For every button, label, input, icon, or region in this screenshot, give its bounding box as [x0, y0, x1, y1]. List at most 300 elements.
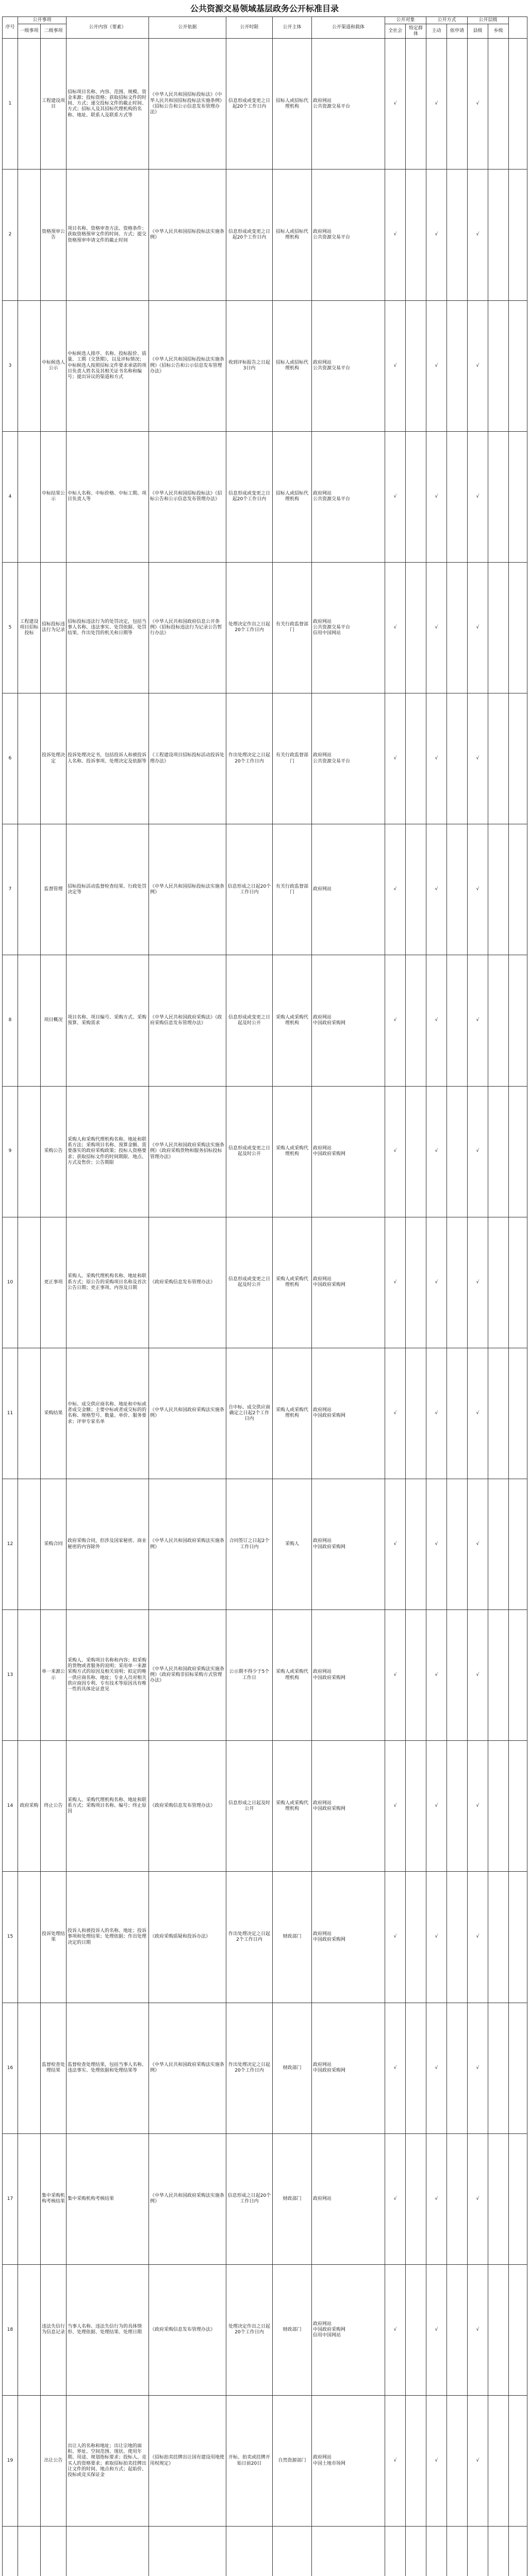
row-basis: 《中华人民共和国政府采购法实施条例》《政府采购非招标采购方式管理办法》: [149, 1610, 226, 1741]
channel-item: 政府网站: [313, 1538, 332, 1544]
row-level-county: √: [468, 693, 488, 824]
row-matter-l2: [41, 2527, 67, 2576]
row-subject: 财政部门: [273, 1872, 312, 2003]
row-object-all: √: [385, 300, 406, 431]
row-matter-l2: 采购结果: [41, 1348, 67, 1479]
row-seq: 17: [3, 2133, 18, 2264]
row-level-county: √: [468, 170, 488, 300]
row-level-town: [488, 2264, 509, 2395]
row-time: 信息形成之日起20个工作日内: [226, 824, 273, 955]
row-object-specific: [406, 1479, 426, 1609]
row-time: 处理决定作出之日起20个工作日内: [226, 562, 273, 693]
row-time: 开标、拍卖或挂牌开始日前20日: [226, 2396, 273, 2527]
row-level-county: √: [468, 2003, 488, 2133]
row-channel: [312, 1348, 385, 1479]
row-content: 中标、成交供应商名称、地址和中标或者成交金额；主要中标或者成交标的的名称、规格型号、数量、单价、服务要求；评审专家名单: [67, 1348, 149, 1479]
row-matter-l1: [18, 170, 41, 300]
row-object-specific: [406, 1610, 426, 1741]
row-content: 项目名称、项目编号、采购方式、采购预算、采购需求: [67, 955, 149, 1086]
row-method-active: √: [426, 39, 447, 170]
channel-item: 政府网站: [313, 2455, 332, 2461]
row-object-specific: [406, 1086, 426, 1217]
row-subject: 有关行政监督部门: [273, 562, 312, 693]
row-matter-l2: 资格预审公告: [41, 170, 67, 300]
row-level-county: √: [468, 1217, 488, 1348]
row-time: 信息形成之日起20个工作日内: [226, 2133, 273, 2264]
row-method-active: √: [426, 1610, 447, 1741]
row-object-specific: [406, 2264, 426, 2395]
channel-item: 政府网站: [313, 1931, 332, 1937]
table-row: [3, 1610, 527, 1741]
row-seq: 10: [3, 1217, 18, 1348]
row-level-town: [488, 1872, 509, 2003]
row-matter-l2: 监督检查处理结果: [41, 2003, 67, 2133]
row-method-active: √: [426, 2133, 447, 2264]
channel-item: 政府网站: [313, 229, 332, 234]
row-seq: 3: [3, 300, 18, 431]
channel-item: 中国政府采购网: [313, 1282, 346, 1288]
row-method-active: √: [426, 431, 447, 562]
row-object-all: √: [385, 2133, 406, 2264]
row-seq: 12: [3, 1479, 18, 1609]
row-matter-l1: [18, 1348, 41, 1479]
row-time: 信息形成或变更之日起及时公开: [226, 1217, 273, 1348]
header-method: 公开方式: [426, 17, 468, 24]
table-row: [3, 955, 527, 1086]
standard-catalog-table: [2, 16, 527, 2576]
table-row: [3, 824, 527, 955]
row-method-apply: [447, 1610, 468, 1741]
row-method-active: √: [426, 2396, 447, 2527]
row-method-active: √: [426, 1872, 447, 2003]
header-matter: 公开事项: [18, 17, 67, 24]
row-level-town: [488, 693, 509, 824]
row-matter-l1: [18, 2396, 41, 2527]
row-matter-l1: [18, 300, 41, 431]
header-seq: 序号: [3, 17, 18, 39]
row-matter-l2: 终止公告: [41, 1741, 67, 1872]
row-channel: [312, 1479, 385, 1609]
row-method-apply: [447, 2133, 468, 2264]
channel-item: 公共资源交易平台: [313, 497, 351, 502]
row-subject: 有关行政监督部门: [273, 824, 312, 955]
row-time: 作出处理决定之日起20个工作日内: [226, 693, 273, 824]
row-seq: 6: [3, 693, 18, 824]
row-method-apply: [447, 300, 468, 431]
row-level-county: √: [468, 1610, 488, 1741]
row-object-all: √: [385, 562, 406, 693]
row-time: 信息形成之日起及时公开: [226, 1741, 273, 1872]
row-object-all: √: [385, 2003, 406, 2133]
row-basis: 《中华人民共和国招标投标法》《招标公告和公示信息发布管理办法》: [149, 431, 226, 562]
row-method-active: √: [426, 300, 447, 431]
row-level-county: √: [468, 1741, 488, 1872]
row-object-all: √: [385, 955, 406, 1086]
row-matter-l2: 更正事项: [41, 1217, 67, 1348]
row-channel: [312, 2527, 385, 2576]
row-content: 中标人名称、中标价格、中标工期、项目负责人等: [67, 431, 149, 562]
row-matter-l2: 项目概况: [41, 955, 67, 1086]
table-row: [3, 1086, 527, 1217]
row-method-active: √: [426, 1217, 447, 1348]
row-time: 作出处理决定之日起20个工作日内: [226, 2003, 273, 2133]
row-time: 信息形成或变更之日起20个工作日内: [226, 39, 273, 170]
header-level-county: 县级: [468, 24, 488, 39]
header-method-active: 主动: [426, 24, 447, 39]
row-basis: 《政府采购质疑和投诉办法》: [149, 1872, 226, 2003]
row-object-all: √: [385, 693, 406, 824]
row-content: 采购人、采购代理机构名称、地址和联系方式；采购项目名称、编号；终止原因: [67, 1741, 149, 1872]
row-channel: [312, 1872, 385, 2003]
row-method-active: √: [426, 1741, 447, 1872]
row-level-town: [488, 562, 509, 693]
row-level-county: √: [468, 431, 488, 562]
row-object-specific: [406, 2003, 426, 2133]
header-channel: 公开渠道和载体: [312, 17, 385, 39]
channel-item: 中国政府采购网: [313, 1020, 346, 1026]
row-seq: 19: [3, 2396, 18, 2527]
row-content: 招标投标活动监督检查结果、行政处罚决定等: [67, 824, 149, 955]
row-subject: 招标人或招标代理机构: [273, 170, 312, 300]
table-row: [3, 1348, 527, 1479]
row-spare: [509, 2396, 527, 2527]
row-method-apply: [447, 39, 468, 170]
row-level-county: √: [468, 955, 488, 1086]
row-matter-l2: 中标结果公示: [41, 431, 67, 562]
row-object-all: √: [385, 170, 406, 300]
row-method-apply: [447, 1086, 468, 1217]
row-seq: 5: [3, 562, 18, 693]
table-row: [3, 39, 527, 170]
row-seq: 8: [3, 955, 18, 1086]
row-channel: [312, 2396, 385, 2527]
row-subject: 招标人或招标代理机构: [273, 39, 312, 170]
row-level-county: √: [468, 1479, 488, 1609]
channel-item: 政府网站: [313, 887, 332, 892]
row-level-county: √: [468, 1086, 488, 1217]
table-row: [3, 2003, 527, 2133]
row-basis: 《政府采购信息发布管理办法》: [149, 2264, 226, 2395]
row-matter-l1: 工程建设项目招标投标: [18, 562, 41, 693]
row-method-apply: [447, 1348, 468, 1479]
row-seq: 16: [3, 2003, 18, 2133]
row-content: 出让人的名称和地址；出让宗地的面积、界址、空间范围、现状、使用年期、用途、规划指标要求；投标人、竞买人的资格要求；索取招标拍卖挂牌出让文件的时间、地点和方式；起始价、投标或竞买保证金: [67, 2396, 149, 2527]
row-spare: [509, 1086, 527, 1217]
row-spare: [509, 170, 527, 300]
row-channel: [312, 2264, 385, 2395]
row-method-active: √: [426, 562, 447, 693]
row-seq: 15: [3, 1872, 18, 2003]
row-subject: 采购人或采购代理机构: [273, 1217, 312, 1348]
channel-item: 政府网站: [313, 2196, 332, 2201]
row-content: 采购人、采购项目名称和内容；拟采购的货物或者服务的说明；采用单一来源采购方式的原因及相关说明；拟定的唯一供应商名称、地址；专业人员对相关供应商因专利、专有技术等原因具有唯一性的具体论证意见: [67, 1610, 149, 1741]
row-subject: 财政部门: [273, 2264, 312, 2395]
row-channel: [312, 562, 385, 693]
row-object-specific: [406, 2527, 426, 2576]
row-object-all: √: [385, 1741, 406, 1872]
header-object-specific: 特定群体: [406, 24, 426, 39]
row-method-active: √: [426, 170, 447, 300]
row-matter-l2: 违法失信行为信息记录: [41, 2264, 67, 2395]
row-content: [67, 2527, 149, 2576]
row-method-apply: [447, 1741, 468, 1872]
row-time: 信息形成或变更之日起20个工作日内: [226, 431, 273, 562]
row-basis: 《政府采购信息发布管理办法》: [149, 1217, 226, 1348]
row-basis: 《中华人民共和国政府采购法》《政府采购信息发布管理办法》: [149, 955, 226, 1086]
row-matter-l1: [18, 2003, 41, 2133]
row-channel: [312, 2133, 385, 2264]
row-matter-l2: 投诉处理结果: [41, 1872, 67, 2003]
row-method-apply: [447, 2003, 468, 2133]
row-object-specific: [406, 170, 426, 300]
row-method-active: √: [426, 1086, 447, 1217]
row-level-town: [488, 1741, 509, 1872]
table-row: [3, 2396, 527, 2527]
row-level-county: √: [468, 300, 488, 431]
row-object-specific: [406, 1741, 426, 1872]
row-spare: [509, 955, 527, 1086]
row-channel: [312, 300, 385, 431]
channel-item: 公共资源交易平台: [313, 234, 351, 240]
row-time: 收到评标报告之日起3日内: [226, 300, 273, 431]
row-spare: [509, 1741, 527, 1872]
row-matter-l2: 采购合同: [41, 1479, 67, 1609]
row-object-specific: [406, 2133, 426, 2264]
row-spare: [509, 824, 527, 955]
row-channel: [312, 1217, 385, 1348]
row-level-town: [488, 39, 509, 170]
channel-item: 政府网站: [313, 2062, 332, 2067]
row-basis: 《中华人民共和国招标投标法实施条例》《招标公告和公示信息发布管理办法》: [149, 300, 226, 431]
row-subject: 财政部门: [273, 2003, 312, 2133]
row-matter-l1: [18, 1872, 41, 2003]
channel-item: 政府网站: [313, 1145, 332, 1151]
row-spare: [509, 431, 527, 562]
row-spare: [509, 1610, 527, 1741]
header-matter-l2: 二级事项: [41, 24, 67, 39]
row-channel: [312, 2003, 385, 2133]
row-spare: [509, 2527, 527, 2576]
row-method-active: √: [426, 693, 447, 824]
row-level-county: [468, 2527, 488, 2576]
row-method-active: √: [426, 1348, 447, 1479]
row-subject: [273, 2527, 312, 2576]
row-time: 处理决定作出之日起20个工作日内: [226, 2264, 273, 2395]
row-spare: [509, 1348, 527, 1479]
header-object: 公开对象: [385, 17, 426, 24]
header-level-town: 乡级: [488, 24, 509, 39]
row-seq: 9: [3, 1086, 18, 1217]
row-level-town: [488, 170, 509, 300]
row-seq: 18: [3, 2264, 18, 2395]
row-matter-l2: 采购公告: [41, 1086, 67, 1217]
channel-item: 政府网站: [313, 1800, 332, 1806]
row-content: 当事人名称、违法失信行为的具体情形、处理依据、处理结果、处理日期: [67, 2264, 149, 2395]
channel-item: 政府网站: [313, 2321, 332, 2327]
row-subject: 采购人或采购代理机构: [273, 1086, 312, 1217]
row-channel: [312, 1610, 385, 1741]
row-matter-l1: [18, 1610, 41, 1741]
row-object-all: √: [385, 1872, 406, 2003]
row-basis: 《中华人民共和国政府采购法实施条例》: [149, 2003, 226, 2133]
row-channel: [312, 1086, 385, 1217]
channel-item: 中国政府采购网: [313, 1151, 346, 1157]
channel-item: 政府网站: [313, 491, 332, 497]
row-level-county: √: [468, 824, 488, 955]
row-object-all: √: [385, 1610, 406, 1741]
row-basis: 《政府采购信息发布管理办法》: [149, 1741, 226, 1872]
row-seq: 1: [3, 39, 18, 170]
row-object-specific: [406, 824, 426, 955]
header-level: 公开层级: [468, 17, 509, 24]
row-method-active: [426, 2527, 447, 2576]
row-spare: [509, 300, 527, 431]
table-body: [3, 39, 527, 2576]
channel-item: 政府网站: [313, 753, 332, 758]
row-method-apply: [447, 2264, 468, 2395]
row-basis: 《工程建设项目招标投标活动投诉处理办法》: [149, 693, 226, 824]
row-time: [226, 2527, 273, 2576]
table-row: [3, 562, 527, 693]
row-level-town: [488, 1348, 509, 1479]
row-matter-l2: 投诉处理决定: [41, 693, 67, 824]
row-channel: [312, 955, 385, 1086]
channel-item: 政府网站: [313, 1408, 332, 1413]
row-level-town: [488, 431, 509, 562]
row-object-specific: [406, 2396, 426, 2527]
table-row: [3, 300, 527, 431]
row-method-apply: [447, 1479, 468, 1609]
row-level-town: [488, 2527, 509, 2576]
row-subject: 招标人或招标代理机构: [273, 431, 312, 562]
row-basis: 《中华人民共和国招标投标法》《中华人民共和国招标投标法实施条例》《招标公告和公示信息发布管理办法》: [149, 39, 226, 170]
row-spare: [509, 693, 527, 824]
row-content: 政府采购合同，但涉及国家秘密、商业秘密的内容除外: [67, 1479, 149, 1609]
row-matter-l2: 单一来源公示: [41, 1610, 67, 1741]
row-basis: 《中华人民共和国政府采购法实施条例》: [149, 1348, 226, 1479]
row-object-specific: [406, 1348, 426, 1479]
row-spare: [509, 39, 527, 170]
channel-item: 政府网站: [313, 1669, 332, 1675]
row-object-specific: [406, 955, 426, 1086]
header-matter-l1: 一级事项: [18, 24, 41, 39]
row-spare: [509, 1872, 527, 2003]
channel-item: 公共资源交易平台: [313, 758, 351, 764]
row-object-specific: [406, 39, 426, 170]
row-matter-l1: [18, 431, 41, 562]
row-level-town: [488, 1217, 509, 1348]
row-subject: 采购人或采购代理机构: [273, 1610, 312, 1741]
channel-item: 政府网站: [313, 98, 332, 104]
row-time: 作出处理决定之日起2个工作日内: [226, 1872, 273, 2003]
row-matter-l1: 政府采购: [18, 1741, 41, 1872]
row-method-active: √: [426, 1479, 447, 1609]
table-row: [3, 1872, 527, 2003]
row-object-all: √: [385, 1479, 406, 1609]
row-level-county: √: [468, 1872, 488, 2003]
header-method-apply: 依申请: [447, 24, 468, 39]
row-content: 投诉人和被投诉人的名称、地址；投诉事项和处理结果；处理依据；作出处理决定的日期: [67, 1872, 149, 2003]
row-matter-l1: [18, 1217, 41, 1348]
row-matter-l1: [18, 955, 41, 1086]
row-object-specific: [406, 1217, 426, 1348]
header-basis: 公开依据: [149, 17, 226, 39]
row-level-town: [488, 1610, 509, 1741]
row-object-specific: [406, 1872, 426, 2003]
channel-item: 中国政府采购网: [313, 2068, 346, 2074]
header-content: 公开内容（要素）: [67, 17, 149, 39]
row-matter-l2: 工程建设项目: [41, 39, 67, 170]
channel-item: 信用中国网站: [313, 631, 341, 636]
row-basis: 《中华人民共和国政府采购法实施条例》《政府采购货物和服务招标投标管理办法》: [149, 1086, 226, 1217]
row-subject: 招标人或招标代理机构: [273, 300, 312, 431]
row-level-county: √: [468, 562, 488, 693]
channel-item: 中国政府采购网: [313, 1806, 346, 1811]
row-matter-l1: [18, 1479, 41, 1609]
row-basis: 《中华人民共和国招标投标法实施条例》: [149, 170, 226, 300]
row-matter-l2: 中标候选人公示: [41, 300, 67, 431]
row-subject: 采购人: [273, 1479, 312, 1609]
row-method-apply: [447, 431, 468, 562]
header-time: 公开时限: [226, 17, 273, 39]
table-row: [3, 2264, 527, 2395]
row-subject: 采购人或采购代理机构: [273, 1741, 312, 1872]
channel-item: 中国政府采购网: [313, 1937, 346, 1943]
row-channel: [312, 824, 385, 955]
row-spare: [509, 2003, 527, 2133]
row-object-all: √: [385, 39, 406, 170]
channel-item: 公共资源交易平台: [313, 624, 351, 630]
row-seq: 7: [3, 824, 18, 955]
row-matter-l1: [18, 693, 41, 824]
row-content: 采购人和采购代理机构名称、地址和联系方法；采购项目名称、预算金额、需要落实的政府采购政策；投标人资格要求；获取招标文件的时间期限、地点、方式及售价；公告期限: [67, 1086, 149, 1217]
row-seq: 2: [3, 170, 18, 300]
row-object-specific: [406, 693, 426, 824]
row-method-apply: [447, 562, 468, 693]
channel-item: 中国政府采购网: [313, 2327, 346, 2332]
row-method-apply: [447, 1217, 468, 1348]
row-method-apply: [447, 824, 468, 955]
channel-item: 信用中国网站: [313, 2333, 341, 2338]
row-matter-l1: [18, 2527, 41, 2576]
row-basis: 《中华人民共和国政府信息公开条例》《招标投标违法行为记录公告暂行办法》: [149, 562, 226, 693]
row-object-specific: [406, 562, 426, 693]
row-matter-l2: 招标投标违法行为记录: [41, 562, 67, 693]
row-seq: 14: [3, 1741, 18, 1872]
row-level-town: [488, 300, 509, 431]
row-matter-l1: [18, 1086, 41, 1217]
row-matter-l2: 出让公告: [41, 2396, 67, 2527]
row-channel: [312, 431, 385, 562]
row-level-town: [488, 1086, 509, 1217]
row-basis: 《中华人民共和国政府采购法实施条例》: [149, 1479, 226, 1609]
table-row: [3, 1217, 527, 1348]
row-object-all: √: [385, 2264, 406, 2395]
row-channel: [312, 693, 385, 824]
row-content: 集中采购机构考核结果: [67, 2133, 149, 2264]
table-row: [3, 1479, 527, 1609]
row-time: 信息形成或变更之日起20个工作日内: [226, 170, 273, 300]
channel-item: 中国政府采购网: [313, 1413, 346, 1419]
row-basis: 《中华人民共和国招标投标法实施条例》: [149, 824, 226, 955]
row-channel: [312, 170, 385, 300]
row-channel: [312, 1741, 385, 1872]
row-seq: 11: [3, 1348, 18, 1479]
channel-item: 政府网站: [313, 619, 332, 624]
row-method-apply: [447, 2527, 468, 2576]
row-matter-l2: 监督管理: [41, 824, 67, 955]
document-title: 公共资源交易领域基层政务公开标准目录: [190, 4, 339, 13]
